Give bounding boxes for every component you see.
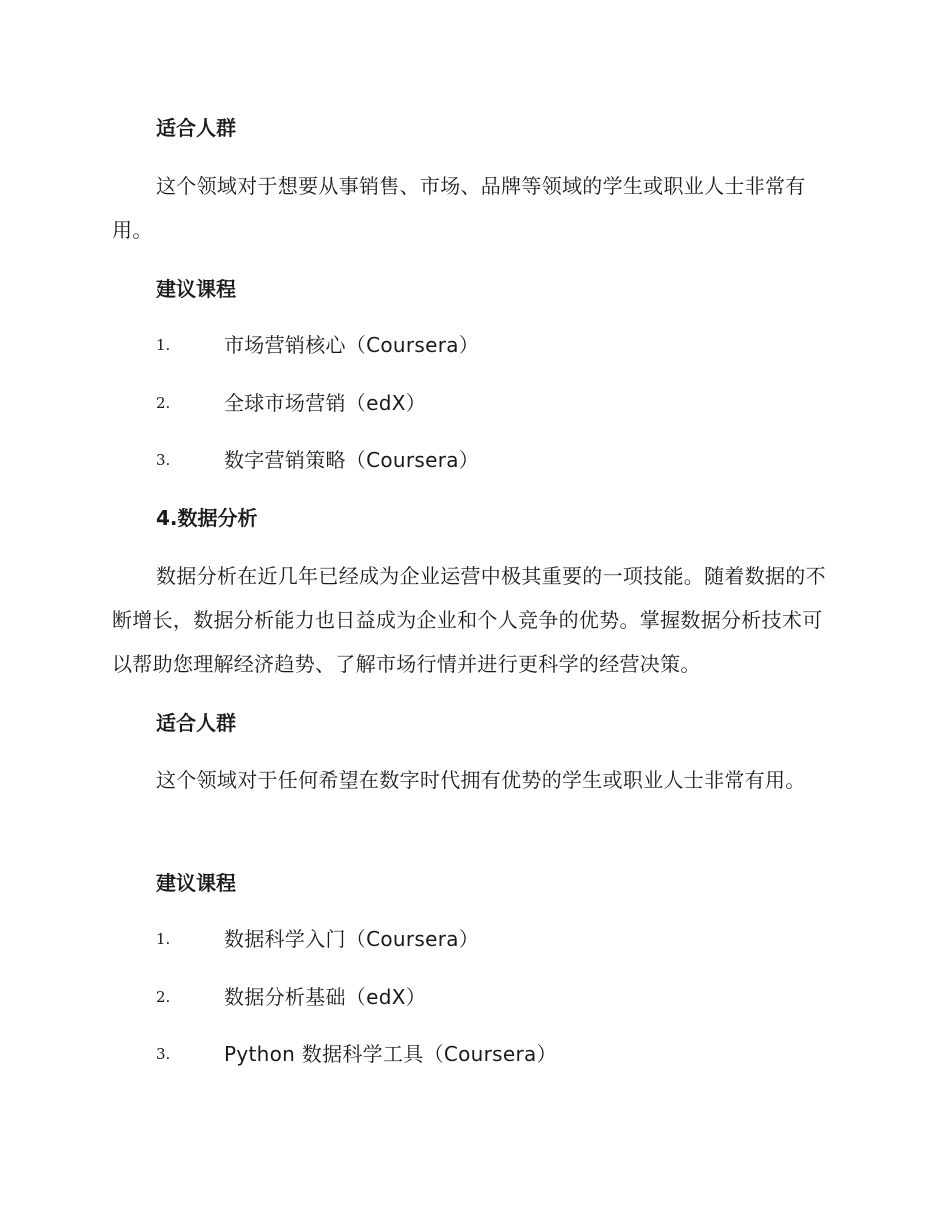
- course-name: 全球市场营销（edX）: [224, 391, 427, 415]
- list-number: 2.: [156, 394, 171, 412]
- course-name: 数字营销策略（Coursera）: [224, 448, 480, 472]
- list-number: 2.: [156, 988, 171, 1006]
- courses-heading: 建议课程: [156, 277, 236, 301]
- list-number: 1.: [156, 336, 171, 354]
- course-name: 数据科学入门（Coursera）: [224, 927, 480, 951]
- intro-paragraph: 数据分析在近几年已经成为企业运营中极其重要的一项技能。随着数据的不断增长，数据分析能力也日益成为企业和个人竞争的优势。掌握数据分析技术可以帮助您理解经济趋势、了解市场行情并进行更科学的经营决策。: [112, 564, 826, 676]
- audience-heading: 适合人群: [156, 711, 236, 735]
- list-number: 3.: [156, 451, 171, 469]
- section-title: 4.数据分析: [156, 506, 258, 530]
- list-number: 1.: [156, 930, 171, 948]
- audience-heading: 适合人群: [156, 116, 236, 140]
- courses-heading: 建议课程: [156, 871, 236, 895]
- list-number: 3.: [156, 1045, 171, 1063]
- course-name: 市场营销核心（Coursera）: [224, 333, 480, 357]
- audience-paragraph: 这个领域对于任何希望在数字时代拥有优势的学生或职业人士非常有用。: [156, 768, 806, 792]
- course-name: 数据分析基础（edX）: [224, 985, 427, 1009]
- course-name: Python 数据科学工具（Coursera）: [224, 1042, 557, 1066]
- audience-paragraph: 这个领域对于想要从事销售、市场、品牌等领域的学生或职业人士非常有用。: [112, 174, 806, 242]
